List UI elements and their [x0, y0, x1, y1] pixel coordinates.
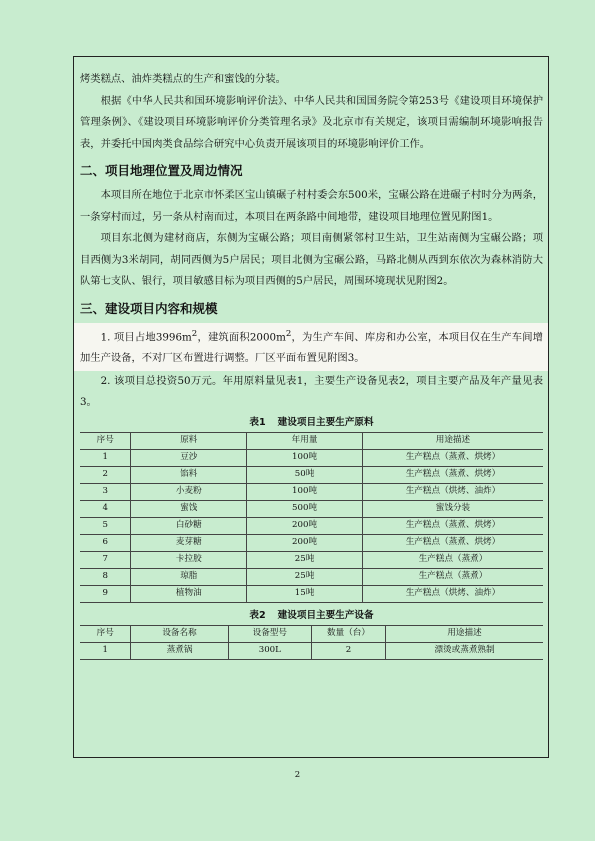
table-cell: 卡拉胶	[131, 551, 247, 568]
page-number: 2	[294, 770, 301, 780]
paragraph-legal-basis: 根据《中华人民共和国环境影响评价法》、中华人民共和国国务院令第253号《建设项目环境保护管理条例》、《建设项目环境影响评价分类管理名录》及北京市有关规定，该项目需编制环境影响报告表，并委托中国肉类食品综合研究中心负责开展该项目的环境影响评价工作。	[80, 94, 543, 150]
table-cell: 2	[311, 642, 385, 659]
table-cell: 6	[80, 534, 131, 551]
table-header-cell: 设备型号	[228, 625, 311, 642]
table-header-cell: 年用量	[247, 432, 363, 449]
table-row	[80, 534, 543, 551]
table-cell: 生产糕点（蒸煮）	[362, 551, 543, 568]
table-cell: 25吨	[247, 551, 363, 568]
table-cell: 500吨	[247, 500, 363, 517]
table2-caption	[80, 609, 543, 623]
area-text-c: ，为生产车间、库房和办公室，本项目仅在生产车间增加生产设备，不对厂区布置进行调整。厂区平面布置见附图3。	[80, 330, 543, 365]
table2-body	[80, 642, 543, 659]
paragraph-investment: 2. 该项目总投资50万元。年用原料量见表1，主要生产设备见表2，项目主要产品及年产量见表3。	[80, 374, 543, 409]
table-cell: 小麦粉	[131, 483, 247, 500]
table-cell: 3	[80, 483, 131, 500]
page-frame	[73, 56, 549, 758]
table-cell: 2	[80, 466, 131, 483]
table-cell: 生产糕点（蒸煮、烘烤）	[362, 517, 543, 534]
table-cell: 15吨	[247, 585, 363, 602]
section-heading-scale: 三、建设项目内容和规模	[80, 300, 218, 316]
table-header-cell: 序号	[80, 432, 131, 449]
table1-caption-title: 建设项目主要生产原料	[277, 416, 374, 428]
table-row	[80, 642, 543, 659]
table-row	[80, 449, 543, 466]
table-cell: 生产糕点（烘烤、油炸）	[362, 483, 543, 500]
table-header-row	[80, 625, 543, 642]
table-cell: 漂烫或蒸煮熟制	[386, 642, 543, 659]
table-row	[80, 551, 543, 568]
table-cell: 5	[80, 517, 131, 534]
table-cell: 豆沙	[131, 449, 247, 466]
table1-caption	[80, 416, 543, 430]
table-row	[80, 483, 543, 500]
area-text-b: ，建筑面积2000m	[197, 330, 286, 343]
table-row	[80, 585, 543, 602]
table-header-row	[80, 432, 543, 449]
table-cell: 7	[80, 551, 131, 568]
paragraph-area	[74, 323, 549, 371]
table-row	[80, 466, 543, 483]
table-cell: 蜜饯分装	[362, 500, 543, 517]
table-row	[80, 568, 543, 585]
table-cell: 300L	[228, 642, 311, 659]
paragraph-continued: 烤类糕点、油炸类糕点的生产和蜜饯的分装。	[80, 73, 286, 85]
table-cell: 25吨	[247, 568, 363, 585]
table-cell: 麦芽糖	[131, 534, 247, 551]
table-cell: 植物油	[131, 585, 247, 602]
table-cell: 9	[80, 585, 131, 602]
equipment-table	[80, 625, 543, 660]
table-cell: 生产糕点（烘烤、油炸）	[362, 585, 543, 602]
section-heading-location: 二、项目地理位置及周边情况	[80, 163, 243, 178]
table-cell: 生产糕点（蒸煮）	[362, 568, 543, 585]
area-sup-2: 2	[285, 328, 292, 339]
table-header-cell: 用途描述	[362, 432, 543, 449]
table-cell: 4	[80, 500, 131, 517]
table-header-cell: 原料	[131, 432, 247, 449]
table-cell: 200吨	[247, 534, 363, 551]
paragraph-location: 本项目所在地位于北京市怀柔区宝山镇碾子村村委会东500米，宝碾公路在进碾子村时分为两条，一条穿村而过，另一条从村南而过，本项目在两条路中间地带，建设项目地理位置见附图1。	[80, 189, 543, 223]
table-row	[80, 500, 543, 517]
table-header-cell: 用途描述	[386, 625, 543, 642]
table-cell: 生产糕点（蒸煮、烘烤）	[362, 534, 543, 551]
table-cell: 白砂糖	[131, 517, 247, 534]
raw-materials-table	[80, 432, 543, 603]
area-sup-1: 2	[191, 328, 198, 339]
table-cell: 蜜饯	[131, 500, 247, 517]
page-content	[80, 69, 543, 660]
table-cell: 50吨	[247, 466, 363, 483]
table1-body	[80, 449, 543, 602]
table2-caption-title: 建设项目主要生产设备	[277, 609, 374, 621]
table2-caption-no: 表2	[249, 609, 266, 621]
table-cell: 200吨	[247, 517, 363, 534]
table-cell: 馅料	[131, 466, 247, 483]
table-cell: 100吨	[247, 449, 363, 466]
table-header-cell: 数量（台）	[311, 625, 385, 642]
paragraph-surroundings: 项目东北侧为建材商店，东侧为宝碾公路；项目南侧紧邻村卫生站，卫生站南侧为宝碾公路；项目西侧为3米胡同，胡同西侧为5户居民；项目北侧为宝碾公路，马路北侧从西到东依次为森林消防大队第七支队、银行，项目敏感目标为项目西侧的5户居民，周围环境现状见附图2。	[80, 232, 543, 287]
table-cell: 100吨	[247, 483, 363, 500]
table-header-cell: 设备名称	[131, 625, 228, 642]
table-cell: 1	[80, 449, 131, 466]
table-cell: 蒸煮锅	[131, 642, 228, 659]
table-header-cell: 序号	[80, 625, 131, 642]
table-cell: 生产糕点（蒸煮、烘烤）	[362, 449, 543, 466]
table1-caption-no: 表1	[249, 416, 266, 428]
table-cell: 8	[80, 568, 131, 585]
table-cell: 琼脂	[131, 568, 247, 585]
area-text-a: 1. 项目占地3996m	[100, 330, 192, 343]
table-row	[80, 517, 543, 534]
table-cell: 1	[80, 642, 131, 659]
table-cell: 生产糕点（蒸煮、烘烤）	[362, 466, 543, 483]
